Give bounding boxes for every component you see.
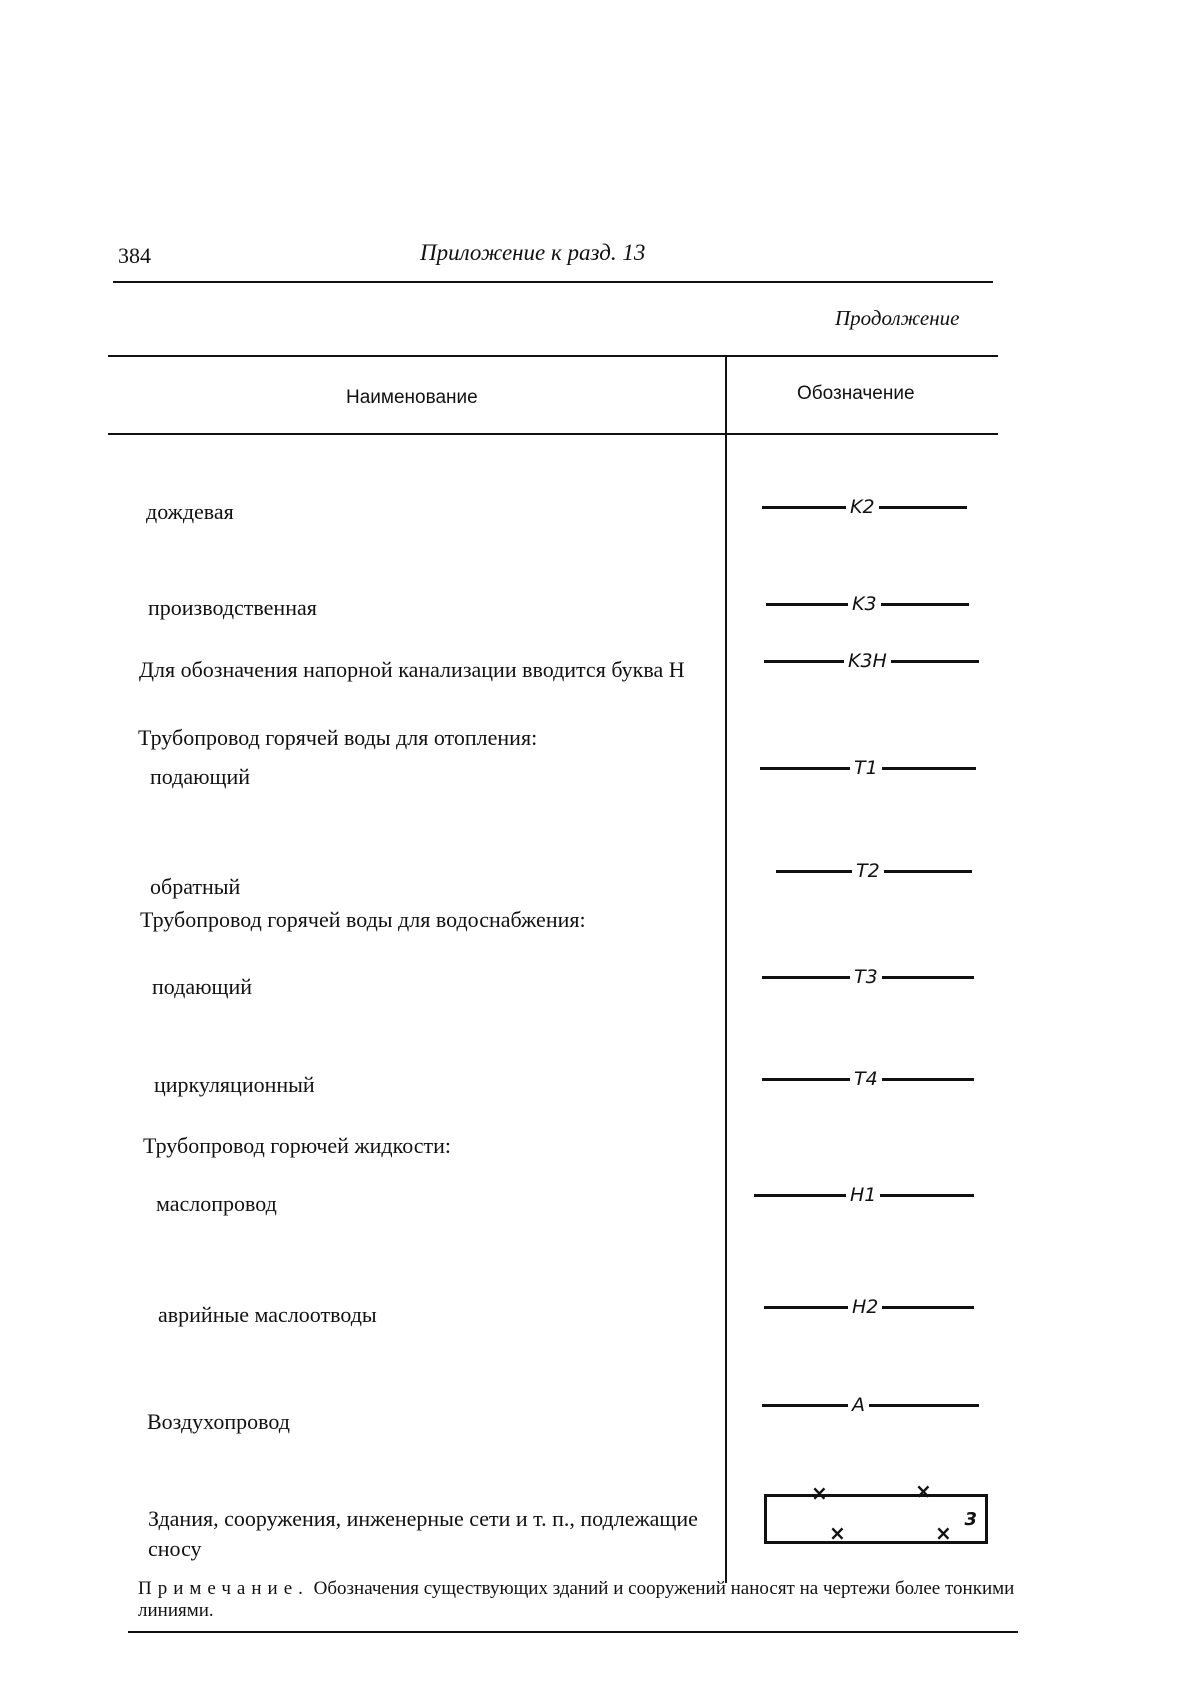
table-row-name: Здания, сооружения, инженерные сети и т. п., подлежащие сносу — [148, 1506, 698, 1561]
cross-mark-icon: × — [829, 1521, 846, 1545]
cross-mark-icon: × — [811, 1481, 828, 1505]
pipe-symbol-label: A — [852, 1394, 865, 1416]
page-number: 384 — [118, 243, 151, 268]
pipe-symbol-label: K2 — [850, 496, 875, 518]
table-header-rule — [108, 433, 998, 435]
table-row-name: обратный — [150, 874, 241, 899]
table-row-name: Воздухопровод — [147, 1409, 290, 1434]
table-row-name: циркуляционный — [154, 1072, 315, 1097]
demolition-symbol-label: 3 — [964, 1509, 977, 1530]
table-row-name: Трубопровод горячей воды для водоснабжения: — [140, 907, 586, 932]
note-label: Примечание. — [138, 1578, 309, 1599]
bottom-rule — [128, 1631, 1018, 1633]
header-rule — [113, 281, 993, 283]
table-row-name: маслопровод — [156, 1191, 277, 1216]
pipe-symbol-label: T1 — [854, 757, 878, 779]
continuation-label: Продолжение — [835, 306, 960, 330]
pipe-symbol-label: H1 — [850, 1184, 877, 1206]
cross-mark-icon: × — [915, 1479, 932, 1503]
running-header-title: Приложение к разд. 13 — [420, 240, 646, 265]
note-text: Обозначения существующих зданий и сооружений наносят на чертежи более тонкими линиями. — [138, 1578, 1015, 1621]
pipe-symbol — [762, 1068, 974, 1090]
table-row-name: производственная — [148, 595, 317, 620]
pipe-symbol-label: K3 — [852, 593, 877, 615]
pipe-symbol-label: T2 — [856, 860, 880, 882]
pipe-symbol — [764, 1296, 974, 1318]
cross-mark-icon: × — [935, 1521, 952, 1545]
table-row-name: аврийные маслоотводы — [158, 1302, 377, 1327]
pipe-symbol — [762, 496, 967, 518]
table-row-name: Для обозначения напорной канализации вводится буква Н — [139, 657, 685, 682]
pipe-symbol — [754, 1184, 974, 1206]
table-row-name: Трубопровод горячей воды для отопления: — [138, 725, 538, 750]
demolition-symbol — [764, 1479, 988, 1545]
column-header-name: Наименование — [346, 387, 478, 408]
pipe-symbol — [762, 966, 974, 988]
table-row-name: дождевая — [146, 499, 234, 524]
pipe-symbol — [764, 650, 979, 672]
pipe-symbol-label: H2 — [852, 1296, 879, 1318]
table-top-rule — [108, 355, 998, 357]
pipe-symbol-label: K3H — [848, 650, 887, 672]
table-column-divider — [725, 355, 727, 1583]
footnote — [138, 1578, 1018, 1622]
table-row-name: подающий — [150, 764, 251, 789]
pipe-symbol — [776, 860, 972, 882]
pipe-symbol — [762, 1394, 979, 1416]
column-header-symbol: Обозначение — [797, 383, 915, 404]
pipe-symbol-label: T4 — [854, 1068, 878, 1090]
table-row-name: Трубопровод горючей жидкости: — [143, 1133, 452, 1158]
pipe-symbol — [760, 757, 976, 779]
table-row-name: подающий — [152, 974, 253, 999]
pipe-symbol — [766, 593, 969, 615]
pipe-symbol-label: T3 — [854, 966, 878, 988]
